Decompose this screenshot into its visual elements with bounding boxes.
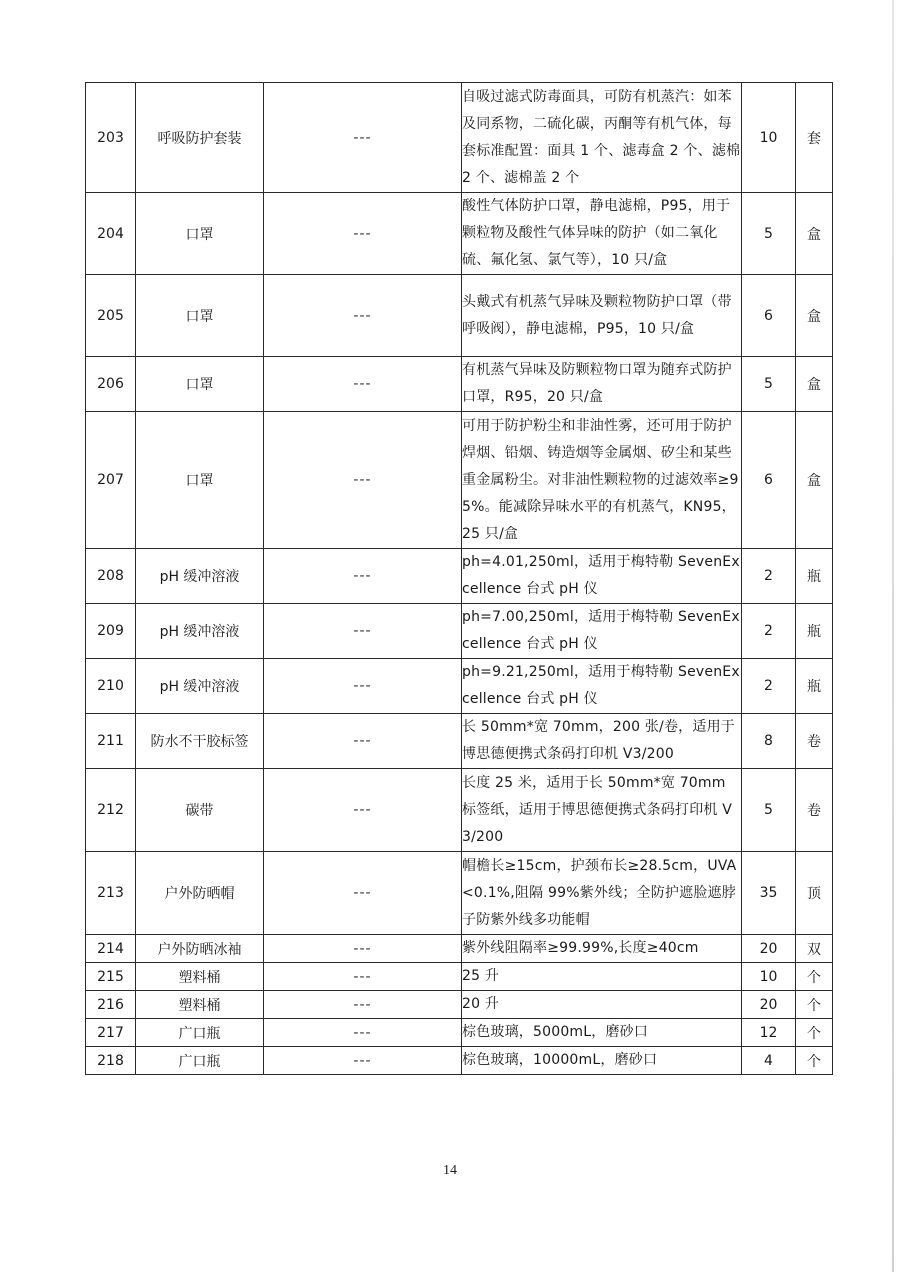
item-spec: 可用于防护粉尘和非油性雾，还可用于防护焊烟、铅烟、铸造烟等金属烟、矽尘和某些重金属粉尘。对非油性颗粒物的过滤效率≥95%。能减除异味水平的有机蒸气，KN95，25 只/盒 bbox=[462, 412, 742, 549]
item-number: 211 bbox=[86, 714, 136, 769]
item-number: 217 bbox=[86, 1019, 136, 1047]
item-number: 206 bbox=[86, 357, 136, 412]
item-spec: 棕色玻璃，5000mL，磨砂口 bbox=[462, 1019, 742, 1047]
item-model: --- bbox=[264, 714, 462, 769]
item-name: 口罩 bbox=[136, 412, 264, 549]
item-quantity: 10 bbox=[742, 963, 796, 991]
item-spec: ph=4.01,250ml，适用于梅特勒 SevenExcellence 台式 pH 仪 bbox=[462, 549, 742, 604]
item-unit: 个 bbox=[796, 991, 833, 1019]
item-spec: 20 升 bbox=[462, 991, 742, 1019]
item-name: 防水不干胶标签 bbox=[136, 714, 264, 769]
item-name: pH 缓冲溶液 bbox=[136, 604, 264, 659]
item-quantity: 5 bbox=[742, 357, 796, 412]
item-quantity: 35 bbox=[742, 852, 796, 935]
item-model: --- bbox=[264, 275, 462, 357]
item-number: 205 bbox=[86, 275, 136, 357]
items-table bbox=[85, 82, 833, 1075]
item-number: 209 bbox=[86, 604, 136, 659]
item-spec: 头戴式有机蒸气异味及颗粒物防护口罩（带呼吸阀），静电滤棉，P95，10 只/盒 bbox=[462, 275, 742, 357]
item-number: 212 bbox=[86, 769, 136, 852]
item-name: 口罩 bbox=[136, 275, 264, 357]
table-row bbox=[86, 935, 833, 963]
item-unit: 卷 bbox=[796, 714, 833, 769]
item-spec: 自吸过滤式防毒面具，可防有机蒸汽：如苯及同系物，二硫化碳，丙酮等有机气体，每套标准配置：面具 1 个、滤毒盒 2 个、滤棉 2 个、滤棉盖 2 个 bbox=[462, 83, 742, 193]
item-unit: 顶 bbox=[796, 852, 833, 935]
item-model: --- bbox=[264, 83, 462, 193]
table-row bbox=[86, 852, 833, 935]
item-unit: 个 bbox=[796, 963, 833, 991]
item-model: --- bbox=[264, 604, 462, 659]
item-number: 203 bbox=[86, 83, 136, 193]
item-unit: 瓶 bbox=[796, 549, 833, 604]
item-model: --- bbox=[264, 1047, 462, 1075]
table-row bbox=[86, 963, 833, 991]
item-name: 户外防晒帽 bbox=[136, 852, 264, 935]
item-unit: 个 bbox=[796, 1019, 833, 1047]
item-unit: 个 bbox=[796, 1047, 833, 1075]
item-unit: 盒 bbox=[796, 193, 833, 275]
item-name: pH 缓冲溶液 bbox=[136, 549, 264, 604]
item-model: --- bbox=[264, 193, 462, 275]
item-unit: 瓶 bbox=[796, 604, 833, 659]
item-unit: 盒 bbox=[796, 412, 833, 549]
table-row bbox=[86, 604, 833, 659]
item-quantity: 20 bbox=[742, 935, 796, 963]
item-quantity: 8 bbox=[742, 714, 796, 769]
item-model: --- bbox=[264, 769, 462, 852]
item-model: --- bbox=[264, 659, 462, 714]
table-row bbox=[86, 193, 833, 275]
item-number: 216 bbox=[86, 991, 136, 1019]
table-row bbox=[86, 412, 833, 549]
item-unit: 双 bbox=[796, 935, 833, 963]
item-quantity: 20 bbox=[742, 991, 796, 1019]
item-name: 口罩 bbox=[136, 193, 264, 275]
table-row bbox=[86, 83, 833, 193]
item-name: 广口瓶 bbox=[136, 1047, 264, 1075]
item-model: --- bbox=[264, 412, 462, 549]
item-quantity: 5 bbox=[742, 769, 796, 852]
table-row bbox=[86, 769, 833, 852]
item-model: --- bbox=[264, 935, 462, 963]
item-quantity: 12 bbox=[742, 1019, 796, 1047]
item-spec: 紫外线阻隔率≥99.99%,长度≥40cm bbox=[462, 935, 742, 963]
item-name: 口罩 bbox=[136, 357, 264, 412]
item-number: 218 bbox=[86, 1047, 136, 1075]
item-unit: 盒 bbox=[796, 357, 833, 412]
item-quantity: 2 bbox=[742, 659, 796, 714]
item-spec: 棕色玻璃，10000mL，磨砂口 bbox=[462, 1047, 742, 1075]
item-unit: 套 bbox=[796, 83, 833, 193]
item-model: --- bbox=[264, 852, 462, 935]
item-number: 204 bbox=[86, 193, 136, 275]
item-spec: 酸性气体防护口罩，静电滤棉，P95，用于颗粒物及酸性气体异味的防护（如二氧化硫、氟化氢、氯气等），10 只/盒 bbox=[462, 193, 742, 275]
item-quantity: 6 bbox=[742, 412, 796, 549]
item-spec: 帽檐长≥15cm，护颈布长≥28.5cm，UVA<0.1%,阻隔 99%紫外线；全防护遮脸遮脖子防紫外线多功能帽 bbox=[462, 852, 742, 935]
item-number: 208 bbox=[86, 549, 136, 604]
item-model: --- bbox=[264, 963, 462, 991]
item-name: 户外防晒冰袖 bbox=[136, 935, 264, 963]
table-row bbox=[86, 1047, 833, 1075]
item-number: 213 bbox=[86, 852, 136, 935]
table-row bbox=[86, 275, 833, 357]
item-model: --- bbox=[264, 549, 462, 604]
item-spec: ph=9.21,250ml，适用于梅特勒 SevenExcellence 台式 pH 仪 bbox=[462, 659, 742, 714]
item-spec: 长 50mm*宽 70mm，200 张/卷，适用于博思德便携式条码打印机 V3/200 bbox=[462, 714, 742, 769]
page-edge-shadow bbox=[892, 0, 894, 1272]
item-spec: ph=7.00,250ml，适用于梅特勒 SevenExcellence 台式 pH 仪 bbox=[462, 604, 742, 659]
page-number: 14 bbox=[443, 1163, 457, 1178]
item-quantity: 2 bbox=[742, 604, 796, 659]
item-spec: 25 升 bbox=[462, 963, 742, 991]
table-row bbox=[86, 357, 833, 412]
table-row bbox=[86, 659, 833, 714]
table-row bbox=[86, 714, 833, 769]
item-unit: 卷 bbox=[796, 769, 833, 852]
item-unit: 瓶 bbox=[796, 659, 833, 714]
item-spec: 长度 25 米，适用于长 50mm*宽 70mm 标签纸，适用于博思德便携式条码打印机 V3/200 bbox=[462, 769, 742, 852]
item-unit: 盒 bbox=[796, 275, 833, 357]
item-model: --- bbox=[264, 357, 462, 412]
item-name: 塑料桶 bbox=[136, 963, 264, 991]
item-number: 207 bbox=[86, 412, 136, 549]
item-spec: 有机蒸气异味及防颗粒物口罩为随弃式防护口罩，R95，20 只/盒 bbox=[462, 357, 742, 412]
item-name: 广口瓶 bbox=[136, 1019, 264, 1047]
table-row bbox=[86, 1019, 833, 1047]
item-quantity: 2 bbox=[742, 549, 796, 604]
item-quantity: 10 bbox=[742, 83, 796, 193]
item-number: 215 bbox=[86, 963, 136, 991]
item-quantity: 6 bbox=[742, 275, 796, 357]
item-number: 214 bbox=[86, 935, 136, 963]
item-name: 碳带 bbox=[136, 769, 264, 852]
item-name: 呼吸防护套装 bbox=[136, 83, 264, 193]
item-name: 塑料桶 bbox=[136, 991, 264, 1019]
item-model: --- bbox=[264, 991, 462, 1019]
item-number: 210 bbox=[86, 659, 136, 714]
item-quantity: 5 bbox=[742, 193, 796, 275]
table-row bbox=[86, 991, 833, 1019]
item-quantity: 4 bbox=[742, 1047, 796, 1075]
table-row bbox=[86, 549, 833, 604]
item-model: --- bbox=[264, 1019, 462, 1047]
item-name: pH 缓冲溶液 bbox=[136, 659, 264, 714]
